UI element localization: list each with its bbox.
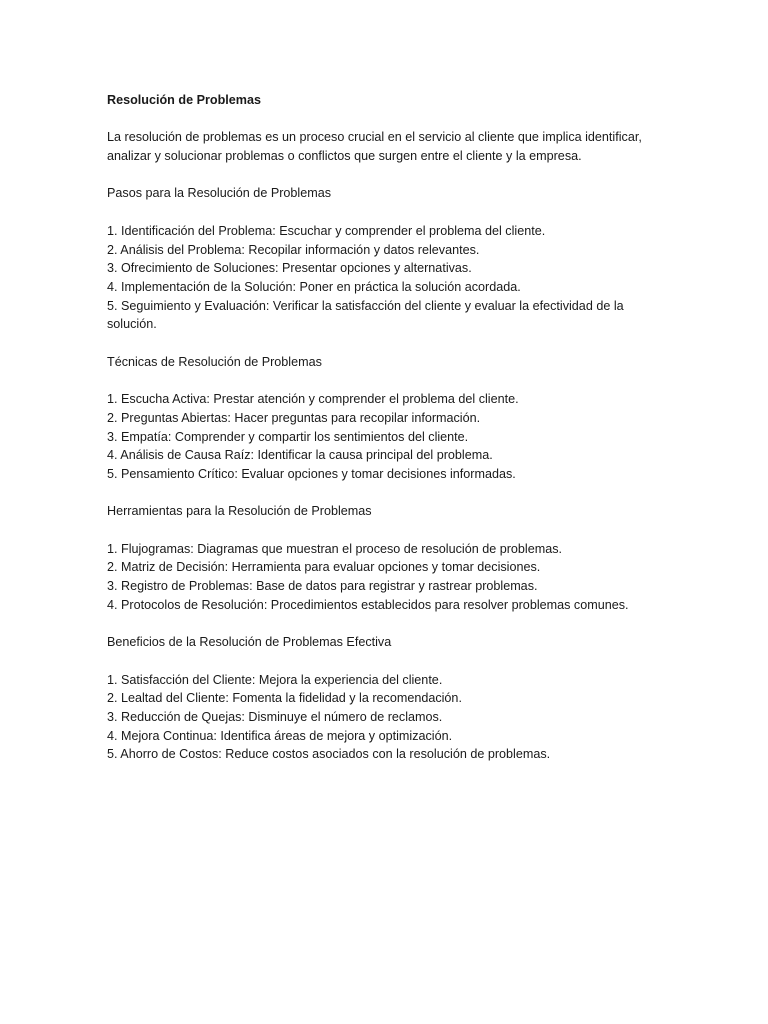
list-item: 4. Análisis de Causa Raíz: Identificar la causa principal del problema. xyxy=(107,448,493,463)
list-item: 3. Ofrecimiento de Soluciones: Presentar opciones y alternativas. xyxy=(107,261,472,276)
section-herramientas xyxy=(107,502,667,614)
list-item: 5. Seguimiento y Evaluación: Verificar la satisfacción del cliente y evaluar la efectividad de la solución. xyxy=(107,298,624,332)
section-heading: Herramientas para la Resolución de Problemas xyxy=(107,504,372,519)
list-item: 2. Matriz de Decisión: Herramienta para evaluar opciones y tomar decisiones. xyxy=(107,560,541,575)
section-list xyxy=(107,671,667,765)
list-item: 4. Implementación de la Solución: Poner en práctica la solución acordada. xyxy=(107,279,521,294)
list-item: 3. Empatía: Comprender y compartir los sentimientos del cliente. xyxy=(107,429,469,444)
section-pasos xyxy=(107,184,667,334)
list-item: 4. Protocolos de Resolución: Procedimientos establecidos para resolver problemas comunes. xyxy=(107,597,629,612)
list-item: 2. Lealtad del Cliente: Fomenta la fidelidad y la recomendación. xyxy=(107,691,462,706)
document-page xyxy=(107,91,667,783)
list-item: 3. Registro de Problemas: Base de datos para registrar y rastrear problemas. xyxy=(107,579,538,594)
list-item: 1. Flujogramas: Diagramas que muestran el proceso de resolución de problemas. xyxy=(107,541,563,556)
list-item: 2. Preguntas Abiertas: Hacer preguntas para recopilar información. xyxy=(107,410,481,425)
list-item: 2. Análisis del Problema: Recopilar información y datos relevantes. xyxy=(107,242,480,257)
list-item: 5. Pensamiento Crítico: Evaluar opciones y tomar decisiones informadas. xyxy=(107,466,516,481)
document-title: Resolución de Problemas xyxy=(107,93,261,107)
list-item: 4. Mejora Continua: Identifica áreas de mejora y optimización. xyxy=(107,728,453,743)
section-list xyxy=(107,540,667,615)
section-heading: Técnicas de Resolución de Problemas xyxy=(107,354,322,369)
section-tecnicas xyxy=(107,353,667,484)
section-heading: Beneficios de la Resolución de Problemas Efectiva xyxy=(107,635,392,650)
section-beneficios xyxy=(107,633,667,764)
list-item: 3. Reducción de Quejas: Disminuye el número de reclamos. xyxy=(107,710,443,725)
intro-paragraph: La resolución de problemas es un proceso crucial en el servicio al cliente que implica identificar, analizar y solucionar problemas o conflictos que surgen entre el cliente y la empresa. xyxy=(107,130,642,164)
list-item: 1. Satisfacción del Cliente: Mejora la experiencia del cliente. xyxy=(107,672,443,687)
section-list xyxy=(107,222,667,334)
section-heading: Pasos para la Resolución de Problemas xyxy=(107,186,332,201)
list-item: 1. Identificación del Problema: Escuchar y comprender el problema del cliente. xyxy=(107,223,546,238)
section-list xyxy=(107,390,667,484)
list-item: 1. Escucha Activa: Prestar atención y comprender el problema del cliente. xyxy=(107,392,519,407)
list-item: 5. Ahorro de Costos: Reduce costos asociados con la resolución de problemas. xyxy=(107,747,551,762)
